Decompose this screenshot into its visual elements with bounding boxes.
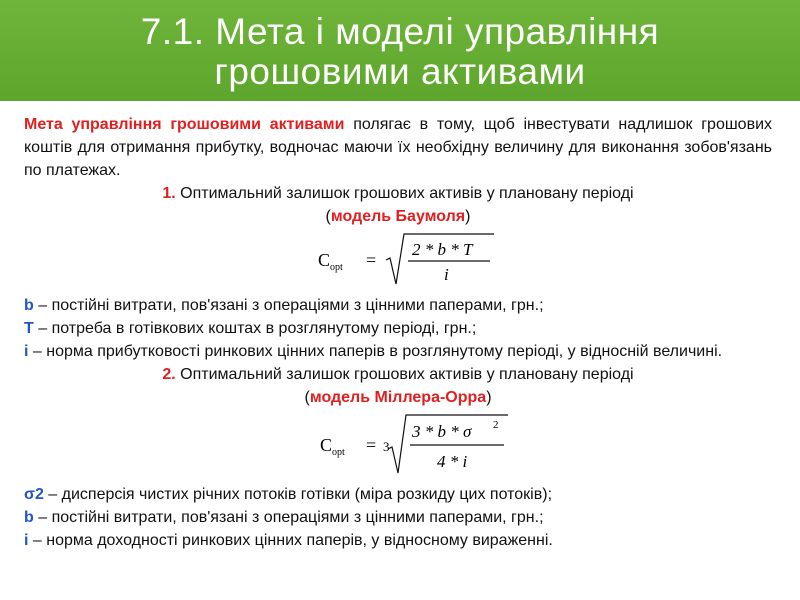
section2-heading xyxy=(24,363,772,386)
formula2-eq: = xyxy=(366,435,377,455)
def2-sigma-symbol: σ2 xyxy=(24,486,44,503)
section2-text: Оптимальний залишок грошових активів у плановану періоді xyxy=(175,366,634,383)
def1-b xyxy=(24,294,772,317)
def2-b-symbol: b xyxy=(24,509,34,526)
def1-b-symbol: b xyxy=(24,297,34,314)
formula1-numerator: 2 * b * T xyxy=(412,240,473,259)
intro-bold: Мета управління грошовими активами xyxy=(24,116,345,133)
slide-title-line1: 7.1. Мета і моделі управління xyxy=(140,11,660,52)
slide-title-line2: грошовими активами xyxy=(214,51,586,92)
formula1-denominator: i xyxy=(444,265,449,284)
formula2-exponent: 2 xyxy=(493,419,499,431)
section2-model xyxy=(24,386,772,409)
def1-i-text: – норма прибутковості ринкових цінних паперів в розглянутому періоді, у відносній величині. xyxy=(28,343,723,360)
formula2-lhs: C xyxy=(320,435,333,455)
intro-paragraph xyxy=(24,113,772,182)
section1-heading xyxy=(24,182,772,205)
def1-t xyxy=(24,317,772,340)
def1-b-text: – постійні витрати, пов'язані з операціями з цінними паперами, грн.; xyxy=(33,297,544,314)
section1-text: Оптимальний залишок грошових активів у плановану періоді xyxy=(175,185,634,202)
def2-i-text: – норма доходності ринкових цінних паперів, у відносному вираженні. xyxy=(28,532,553,549)
def1-t-symbol: T xyxy=(24,320,34,337)
formula1-sub: opt xyxy=(330,262,343,273)
section2-model-name: модель Міллера-Орра xyxy=(309,389,487,406)
formula2-denominator: 4 * i xyxy=(437,452,468,471)
formula1-lhs: C xyxy=(318,250,331,270)
formula2-numerator: 3 * b * σ xyxy=(412,422,472,441)
paren-open: ( xyxy=(325,208,331,225)
def1-t-text: – потреба в готівкових коштах в розглянутому періоді, грн.; xyxy=(33,320,477,337)
section1-model-name: модель Баумоля xyxy=(330,208,466,225)
formula2-root-index: 3 xyxy=(383,439,390,454)
section2-number: 2. xyxy=(162,366,176,383)
def2-i-symbol: i xyxy=(24,532,29,549)
def1-i xyxy=(24,340,772,363)
def2-b-text: – постійні витрати, пов'язані з операціями з цінними паперами, грн.; xyxy=(33,509,544,526)
formula-miller-orr-svg xyxy=(312,409,532,479)
formula-miller-orr xyxy=(24,409,772,483)
title-banner xyxy=(0,0,800,101)
formula-baumol xyxy=(24,228,772,294)
formula2-sub: opt xyxy=(332,447,345,458)
section1-number: 1. xyxy=(162,185,176,202)
paren-open: ( xyxy=(304,389,310,406)
def1-i-symbol: i xyxy=(24,343,29,360)
paren-close: ) xyxy=(465,208,471,225)
paren-close: ) xyxy=(486,389,492,406)
def2-b xyxy=(24,506,772,529)
intro-text: полягає в тому, щоб інвестувати надлишок грошових коштів для отримання прибутку, водночас маючи їх необхідну величину для виконання зобов'язань по платежах. xyxy=(24,116,773,179)
def2-sigma xyxy=(24,483,772,506)
formula-baumol-svg xyxy=(308,228,508,290)
slide-body xyxy=(24,113,772,552)
formula1-eq: = xyxy=(366,250,377,270)
section1-model xyxy=(24,205,772,228)
def2-i xyxy=(24,529,772,552)
def2-sigma-text: – дисперсія чистих річних потоків готівки (міра розкиду цих потоків); xyxy=(43,486,553,503)
